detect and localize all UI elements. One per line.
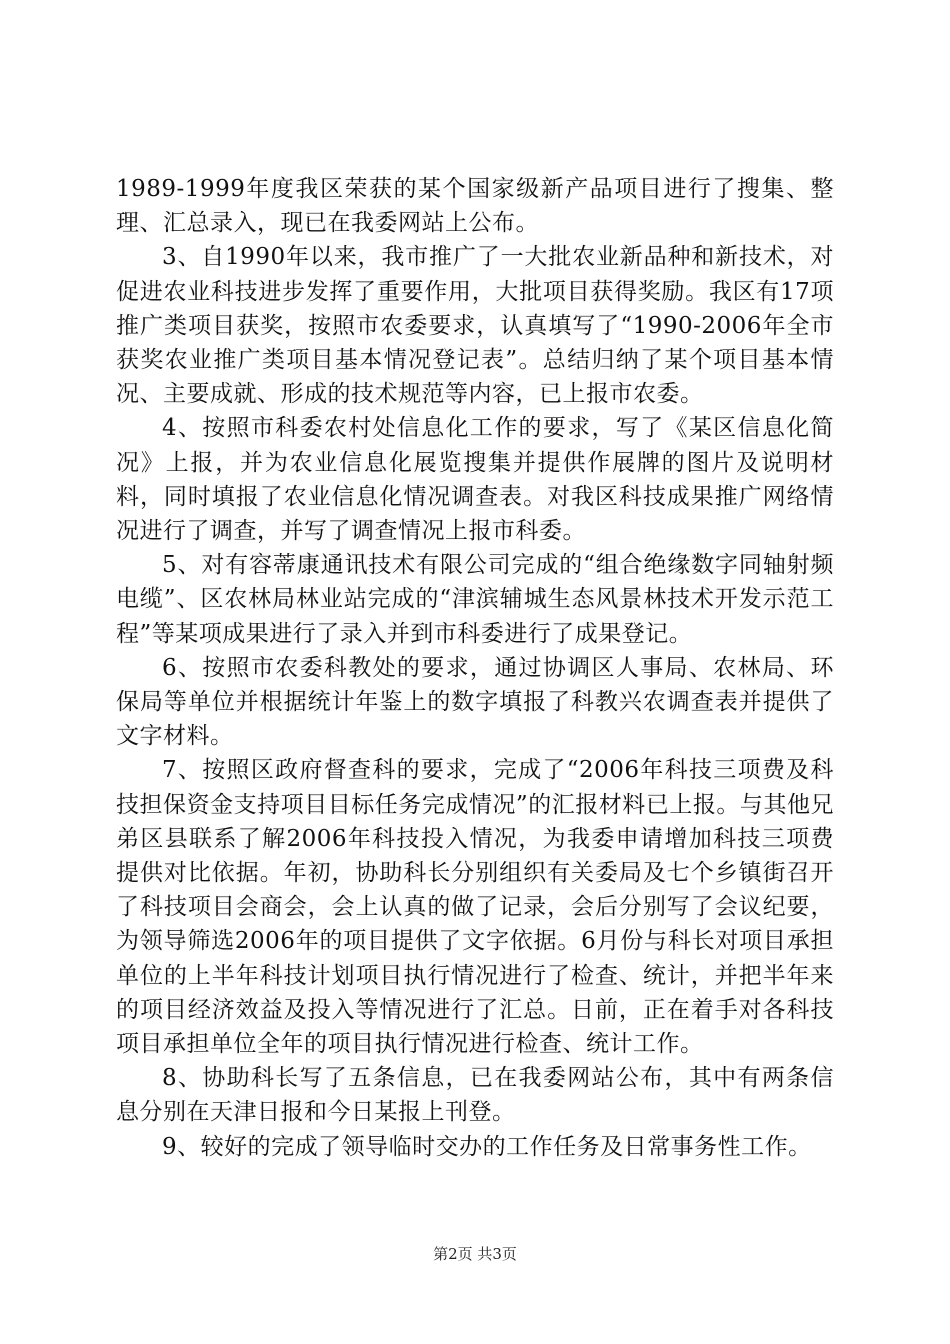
paragraph-item-9: 9、较好的完成了领导临时交办的工作任务及日常事务性工作。 (162, 1133, 812, 1160)
paragraph-item-7: 7、按照区政府督查科的要求，完成了“2006年科技三项费及科技担保资金支持项目目标任务完成情况”的汇报材料已上报。与其他兄弟区县联系了解2006年科技投入情况，为我委申请增加科技三项费提供对比依据。年初，协助科长分别组织有关委局及七个乡镇街召开了科技项目会商会，会上认真的做了记录，会后分别写了会议纪要，为领导筛选2006年的项目提供了文字依据。6月份与科长对项目承担单位的上半年科技计划项目执行情况进行了检查、统计，并把半年来的项目经济效益及投入等情况进行了汇总。日前，正在着手对各科技项目承担单位全年的项目执行情况进行检查、统计工作。 (116, 757, 834, 1058)
paragraph-item-3: 3、自1990年以来，我市推广了一大批农业新品种和新技术，对促进农业科技进步发挥了重要作用，大批项目获得奖励。我区有17项推广类项目获奖，按照市农委要求，认真填写了“1990-2006年全市获奖农业推广类项目基本情况登记表”。总结归纳了某个项目基本情况、主要成就、形成的技术规范等内容，已上报市农委。 (116, 244, 834, 408)
page-footer: 第2页 共3页 (433, 1245, 517, 1263)
paragraph-item-4: 4、按照市科委农村处信息化工作的要求，写了《某区信息化简况》上报，并为农业信息化展览搜集并提供作展牌的图片及说明材料，同时填报了农业信息化情况调查表。对我区科技成果推广网络情况进行了调查，并写了调查情况上报市科委。 (116, 415, 834, 545)
paragraph-item-6: 6、按照市农委科教处的要求，通过协调区人事局、农林局、环保局等单位并根据统计年鉴上的数字填报了科教兴农调查表并提供了文字材料。 (116, 654, 834, 750)
paragraph-continuation: 1989-1999年度我区荣获的某个国家级新产品项目进行了搜集、整理、汇总录入，现已在我委网站上公布。 (116, 176, 834, 237)
paragraph-item-8: 8、协助科长写了五条信息，已在我委网站公布，其中有两条信息分别在天津日报和今日某报上刊登。 (116, 1065, 834, 1126)
document-body (116, 172, 834, 1164)
paragraph-item-5: 5、对有容蒂康通讯技术有限公司完成的“组合绝缘数字同轴射频电缆”、区农林局林业站完成的“津滨辅城生态风景林技术开发示范工程”等某项成果进行了录入并到市科委进行了成果登记。 (116, 552, 834, 647)
